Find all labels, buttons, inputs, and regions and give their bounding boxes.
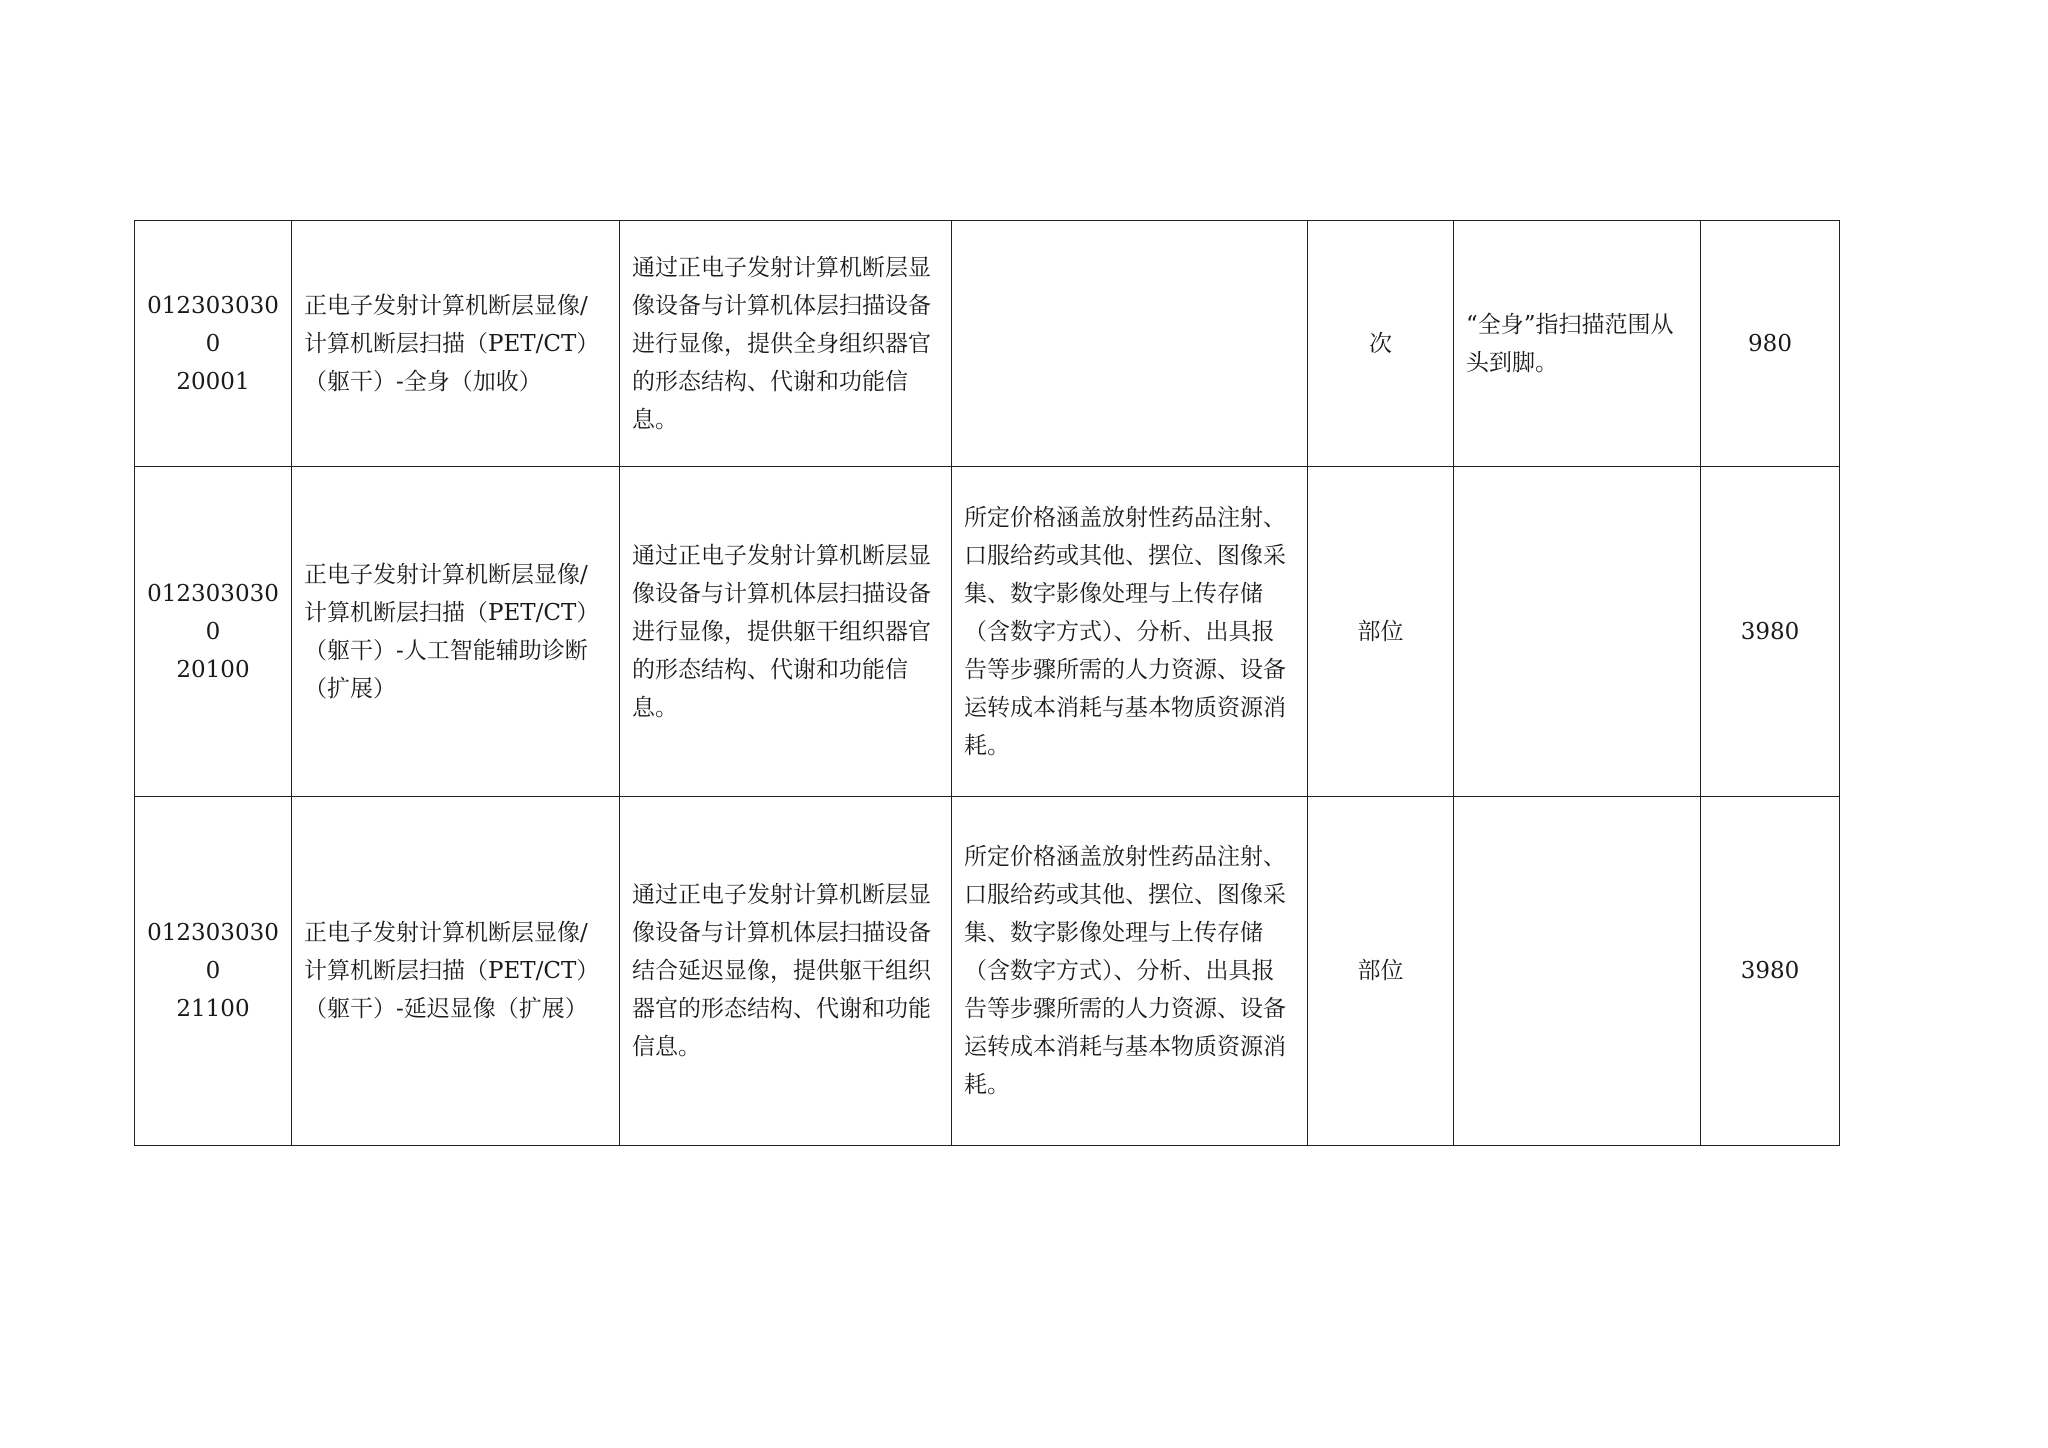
item-price: 3980 — [1740, 958, 1800, 984]
item-note: “全身”指扫描范围从头到脚。 — [1466, 311, 1674, 376]
item-price-cell — [1701, 467, 1840, 797]
item-description-cell — [620, 467, 952, 797]
item-name-cell — [292, 467, 620, 797]
item-description-cell — [620, 221, 952, 467]
item-name: 正电子发射计算机断层显像/计算机断层扫描（PET/CT）（躯干）-全身（加收） — [304, 292, 600, 395]
item-scope-cell — [952, 221, 1308, 467]
table-row — [135, 221, 1840, 467]
item-code-line: 20100 — [176, 656, 250, 683]
item-code-cell — [135, 467, 292, 797]
item-price-cell — [1701, 221, 1840, 467]
item-scope-cell — [952, 467, 1308, 797]
item-price: 980 — [1748, 330, 1792, 357]
item-description: 通过正电子发射计算机断层显像设备与计算机体层扫描设备进行显像，提供全身组织器官的形态结构、代谢和功能信息。 — [632, 254, 931, 433]
item-unit-cell — [1308, 221, 1454, 467]
item-price-cell — [1701, 797, 1840, 1146]
item-unit-cell — [1308, 797, 1454, 1146]
item-unit: 部位 — [1357, 958, 1404, 984]
item-code-cell — [135, 797, 292, 1146]
item-description: 通过正电子发射计算机断层显像设备与计算机体层扫描设备结合延迟显像，提供躯干组织器官的形态结构、代谢和功能信息。 — [632, 882, 931, 1060]
price-table — [134, 220, 1840, 1146]
item-note-cell — [1454, 221, 1701, 467]
table-row — [135, 467, 1840, 797]
item-scope: 所定价格涵盖放射性药品注射、口服给药或其他、摆位、图像采集、数字影像处理与上传存储（含数字方式）、分析、出具报告等步骤所需的人力资源、设备运转成本消耗与基本物质资源消耗。 — [964, 504, 1286, 759]
item-unit: 部位 — [1357, 618, 1404, 645]
item-code-line: 0123030300 — [147, 580, 279, 645]
item-scope-cell — [952, 797, 1308, 1146]
item-unit: 次 — [1369, 330, 1392, 357]
item-price: 3980 — [1740, 618, 1800, 645]
item-code-cell — [135, 221, 292, 467]
item-description: 通过正电子发射计算机断层显像设备与计算机体层扫描设备进行显像，提供躯干组织器官的形态结构、代谢和功能信息。 — [632, 542, 931, 721]
item-name: 正电子发射计算机断层显像/计算机断层扫描（PET/CT）（躯干）-人工智能辅助诊断（扩展） — [304, 561, 600, 702]
item-scope: 所定价格涵盖放射性药品注射、口服给药或其他、摆位、图像采集、数字影像处理与上传存储（含数字方式）、分析、出具报告等步骤所需的人力资源、设备运转成本消耗与基本物质资源消耗。 — [964, 844, 1286, 1098]
item-note-cell — [1454, 467, 1701, 797]
table-row — [135, 797, 1840, 1146]
item-code-line: 21100 — [176, 996, 250, 1022]
item-name-cell — [292, 221, 620, 467]
item-unit-cell — [1308, 467, 1454, 797]
item-name-cell — [292, 797, 620, 1146]
item-code-line: 20001 — [176, 368, 250, 395]
item-code-line: 0123030300 — [147, 920, 279, 984]
item-note-cell — [1454, 797, 1701, 1146]
item-description-cell — [620, 797, 952, 1146]
item-name: 正电子发射计算机断层显像/计算机断层扫描（PET/CT）（躯干）-延迟显像（扩展） — [304, 920, 600, 1022]
item-code-line: 0123030300 — [147, 292, 279, 357]
